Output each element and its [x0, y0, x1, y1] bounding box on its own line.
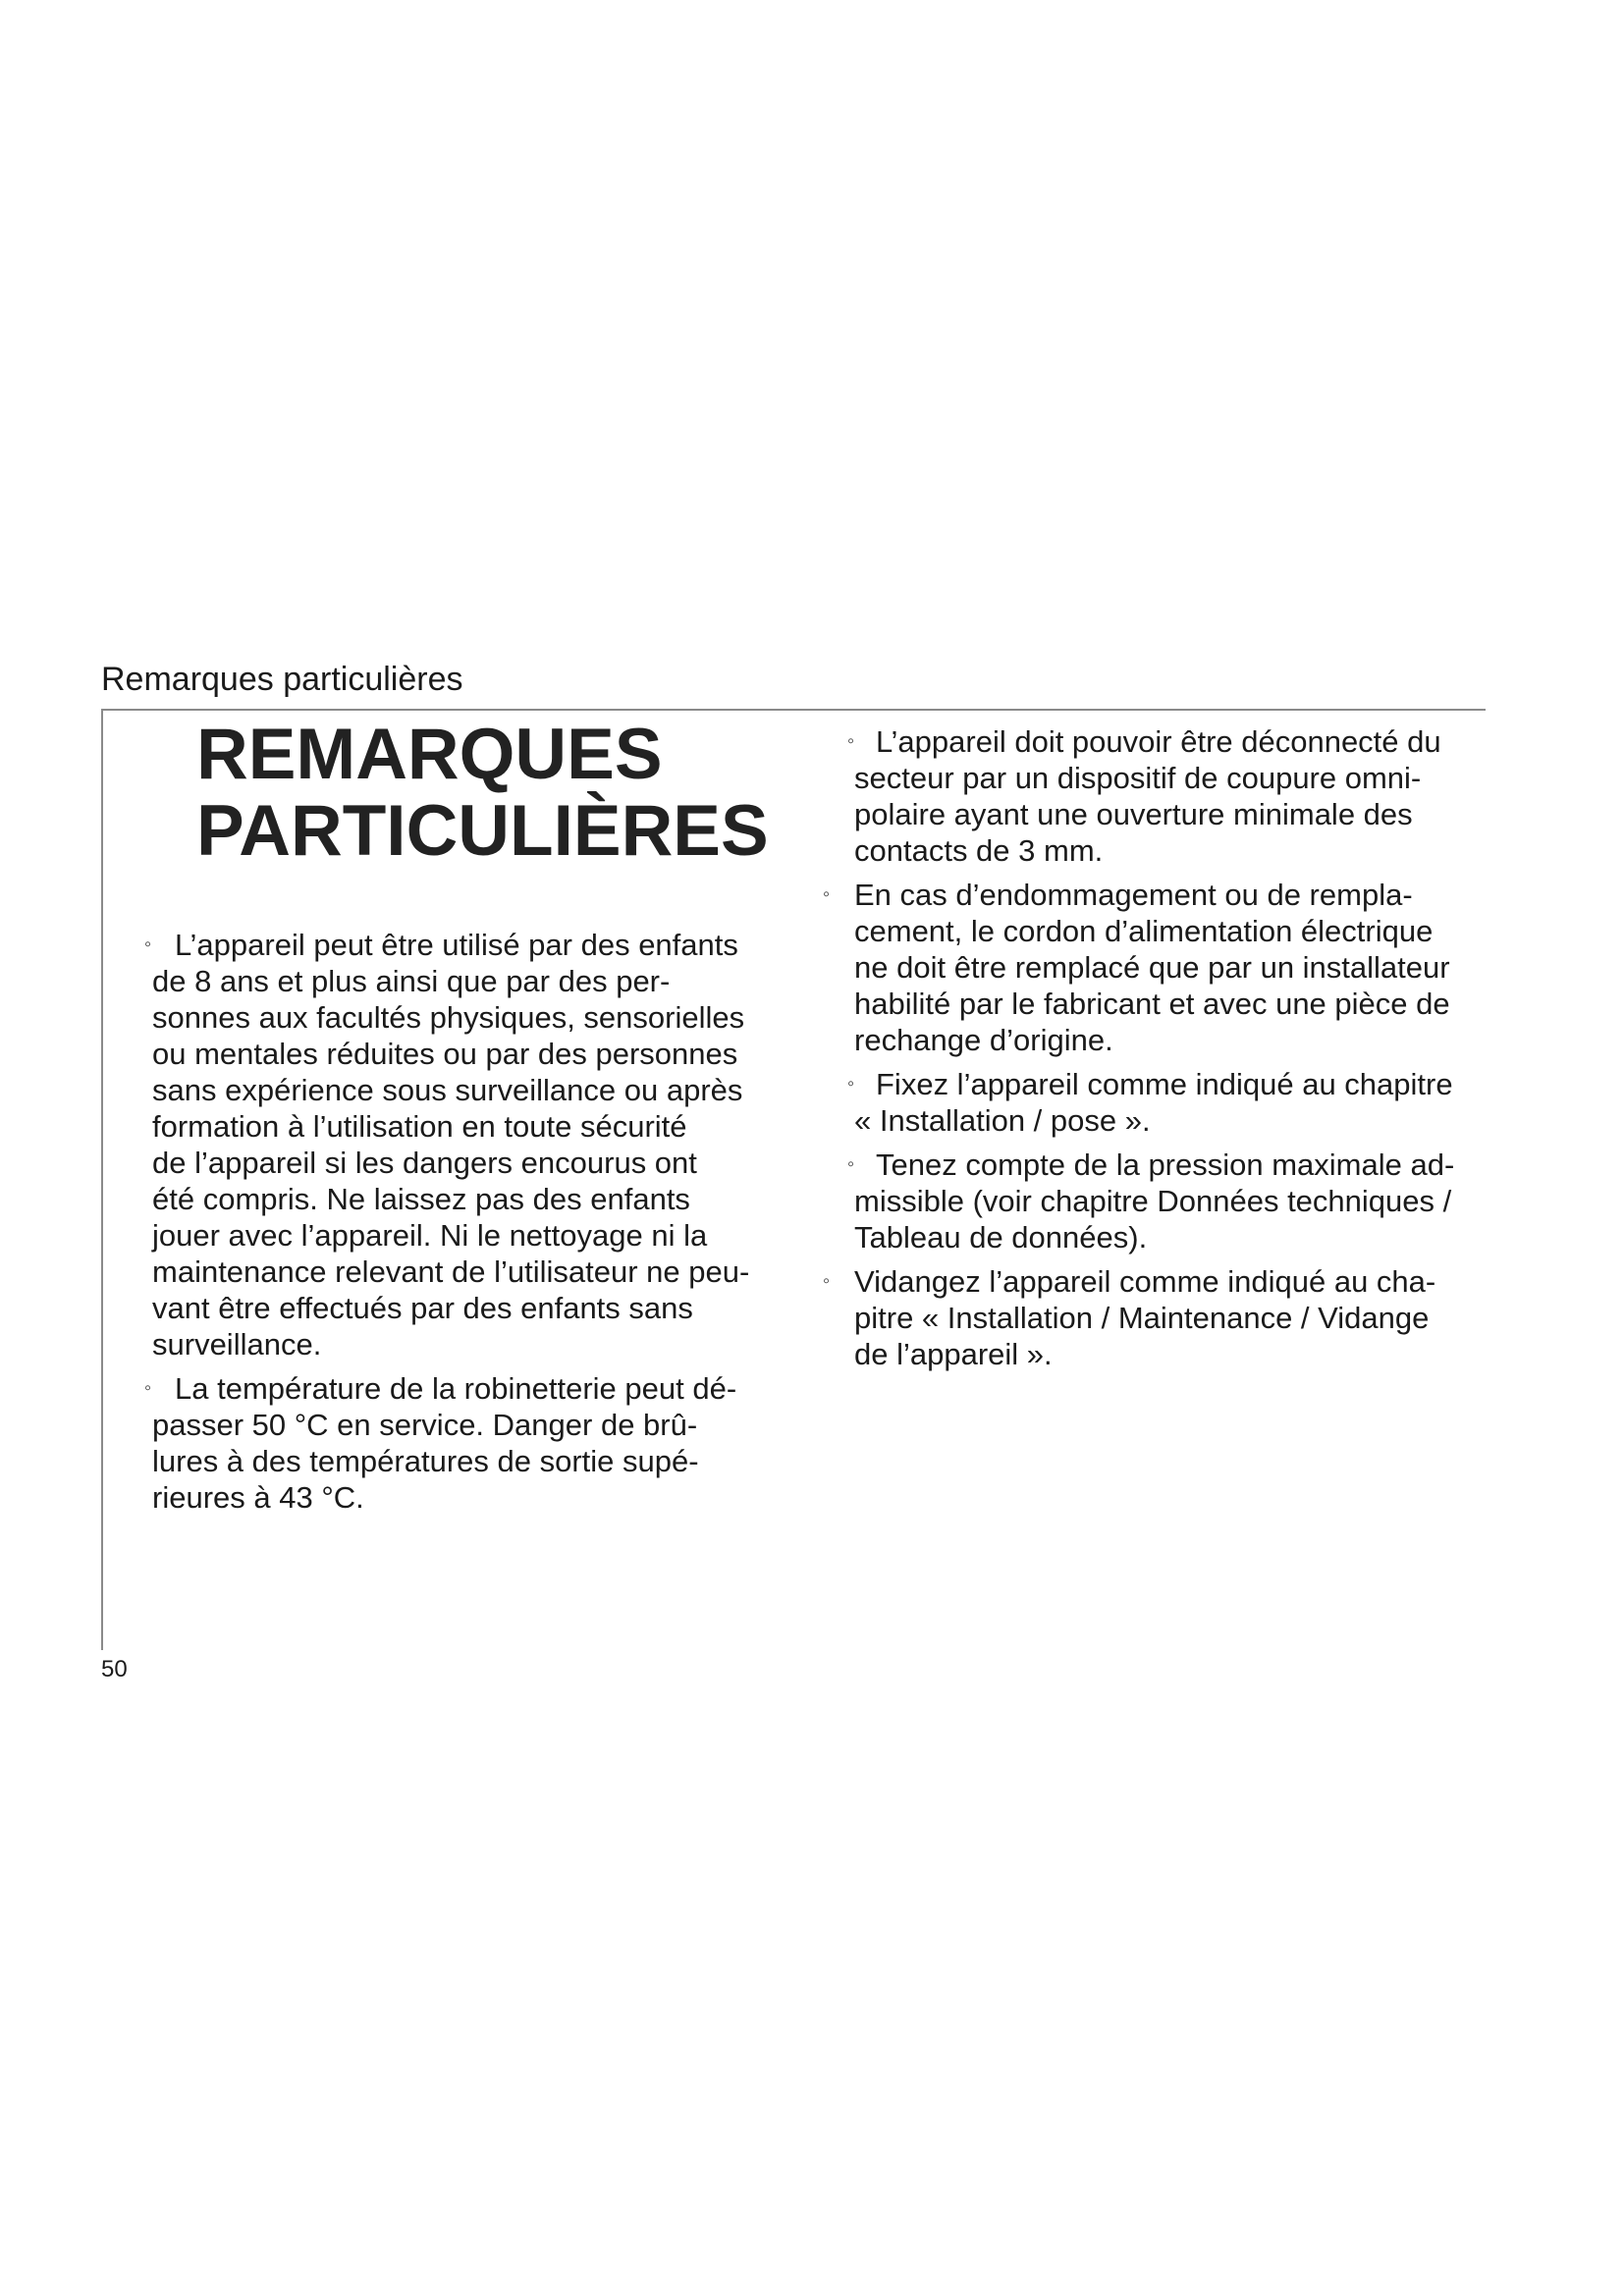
list-item: [144, 927, 790, 1362]
text-line: pitre « Installation / Maintenance / Vidange: [854, 1301, 1430, 1335]
list-item-text: [823, 877, 1500, 1058]
header-rule: [101, 709, 1486, 711]
list-item: [823, 1263, 1500, 1372]
text-line: de l’appareil ».: [854, 1337, 1053, 1371]
list-item: [823, 1066, 1500, 1139]
text-line: de l’appareil si les dangers encourus ont: [152, 1146, 697, 1180]
text-line: maintenance relevant de l’utilisateur ne peu-: [152, 1255, 750, 1289]
text-line: Tableau de données).: [854, 1220, 1148, 1255]
text-line: sans expérience sous surveillance ou après: [152, 1073, 743, 1107]
text-line: Vidangez l’appareil comme indiqué au cha-: [854, 1264, 1436, 1299]
text-line: « Installation / pose ».: [854, 1103, 1151, 1138]
text-line: été compris. Ne laissez pas des enfants: [152, 1182, 690, 1216]
text-line: jouer avec l’appareil. Ni le nettoyage ni la: [152, 1218, 708, 1253]
text-line: Tenez compte de la pression maximale ad-: [876, 1148, 1455, 1182]
text-line: L’appareil doit pouvoir être déconnecté du: [876, 724, 1441, 759]
list-item-text: [152, 927, 790, 1362]
bullet-icon: ◦: [144, 934, 152, 955]
list-item-text: [823, 1147, 1500, 1255]
list-item: [823, 723, 1500, 869]
text-line: vant être effectués par des enfants sans: [152, 1291, 693, 1325]
text-line: contacts de 3 mm.: [854, 833, 1104, 868]
running-header: Remarques particulières: [101, 661, 463, 698]
list-item-text: [823, 723, 1500, 869]
text-line: cement, le cordon d’alimentation électrique: [854, 914, 1434, 948]
bullet-icon: ◦: [847, 730, 855, 752]
bullet-icon: ◦: [144, 1377, 152, 1399]
text-line: secteur par un dispositif de coupure omni-: [854, 761, 1422, 795]
right-column: [823, 723, 1500, 1372]
list-item: [823, 1147, 1500, 1255]
list-item: [823, 877, 1500, 1058]
text-line: habilité par le fabricant et avec une pièce de: [854, 987, 1450, 1021]
text-line: ne doit être remplacé que par un installateur: [854, 950, 1450, 985]
page-title-line-2: PARTICULIÈRES: [196, 791, 769, 871]
bullet-icon: ◦: [823, 1270, 831, 1292]
text-line: rieures à 43 °C.: [152, 1480, 364, 1515]
page-number: 50: [101, 1656, 128, 1682]
left-margin-rule: [101, 709, 103, 1650]
text-line: Fixez l’appareil comme indiqué au chapitre: [876, 1067, 1453, 1101]
bullet-icon: ◦: [847, 1073, 855, 1095]
text-line: missible (voir chapitre Données techniques /: [854, 1184, 1452, 1218]
text-line: rechange d’origine.: [854, 1023, 1113, 1057]
text-line: de 8 ans et plus ainsi que par des per-: [152, 964, 671, 998]
text-line: surveillance.: [152, 1327, 322, 1362]
text-line: passer 50 °C en service. Danger de brû-: [152, 1408, 698, 1442]
list-item: [144, 1370, 790, 1516]
list-item-text: [823, 1066, 1500, 1139]
list-item-text: [152, 1370, 790, 1516]
text-line: sonnes aux facultés physiques, sensorielles: [152, 1000, 745, 1035]
page-title: [196, 717, 825, 870]
text-line: polaire ayant une ouverture minimale des: [854, 797, 1413, 831]
bullet-icon: ◦: [847, 1153, 855, 1175]
page-title-line-1: REMARQUES: [196, 715, 663, 794]
left-column: [144, 927, 790, 1516]
text-line: lures à des températures de sortie supé-: [152, 1444, 699, 1478]
text-line: formation à l’utilisation en toute sécurité: [152, 1109, 687, 1144]
list-item-text: [823, 1263, 1500, 1372]
text-line: En cas d’endommagement ou de rempla-: [854, 878, 1413, 912]
text-line: ou mentales réduites ou par des personnes: [152, 1037, 738, 1071]
bullet-icon: ◦: [823, 883, 831, 905]
text-line: L’appareil peut être utilisé par des enfants: [175, 928, 738, 962]
text-line: La température de la robinetterie peut dé-: [175, 1371, 737, 1406]
